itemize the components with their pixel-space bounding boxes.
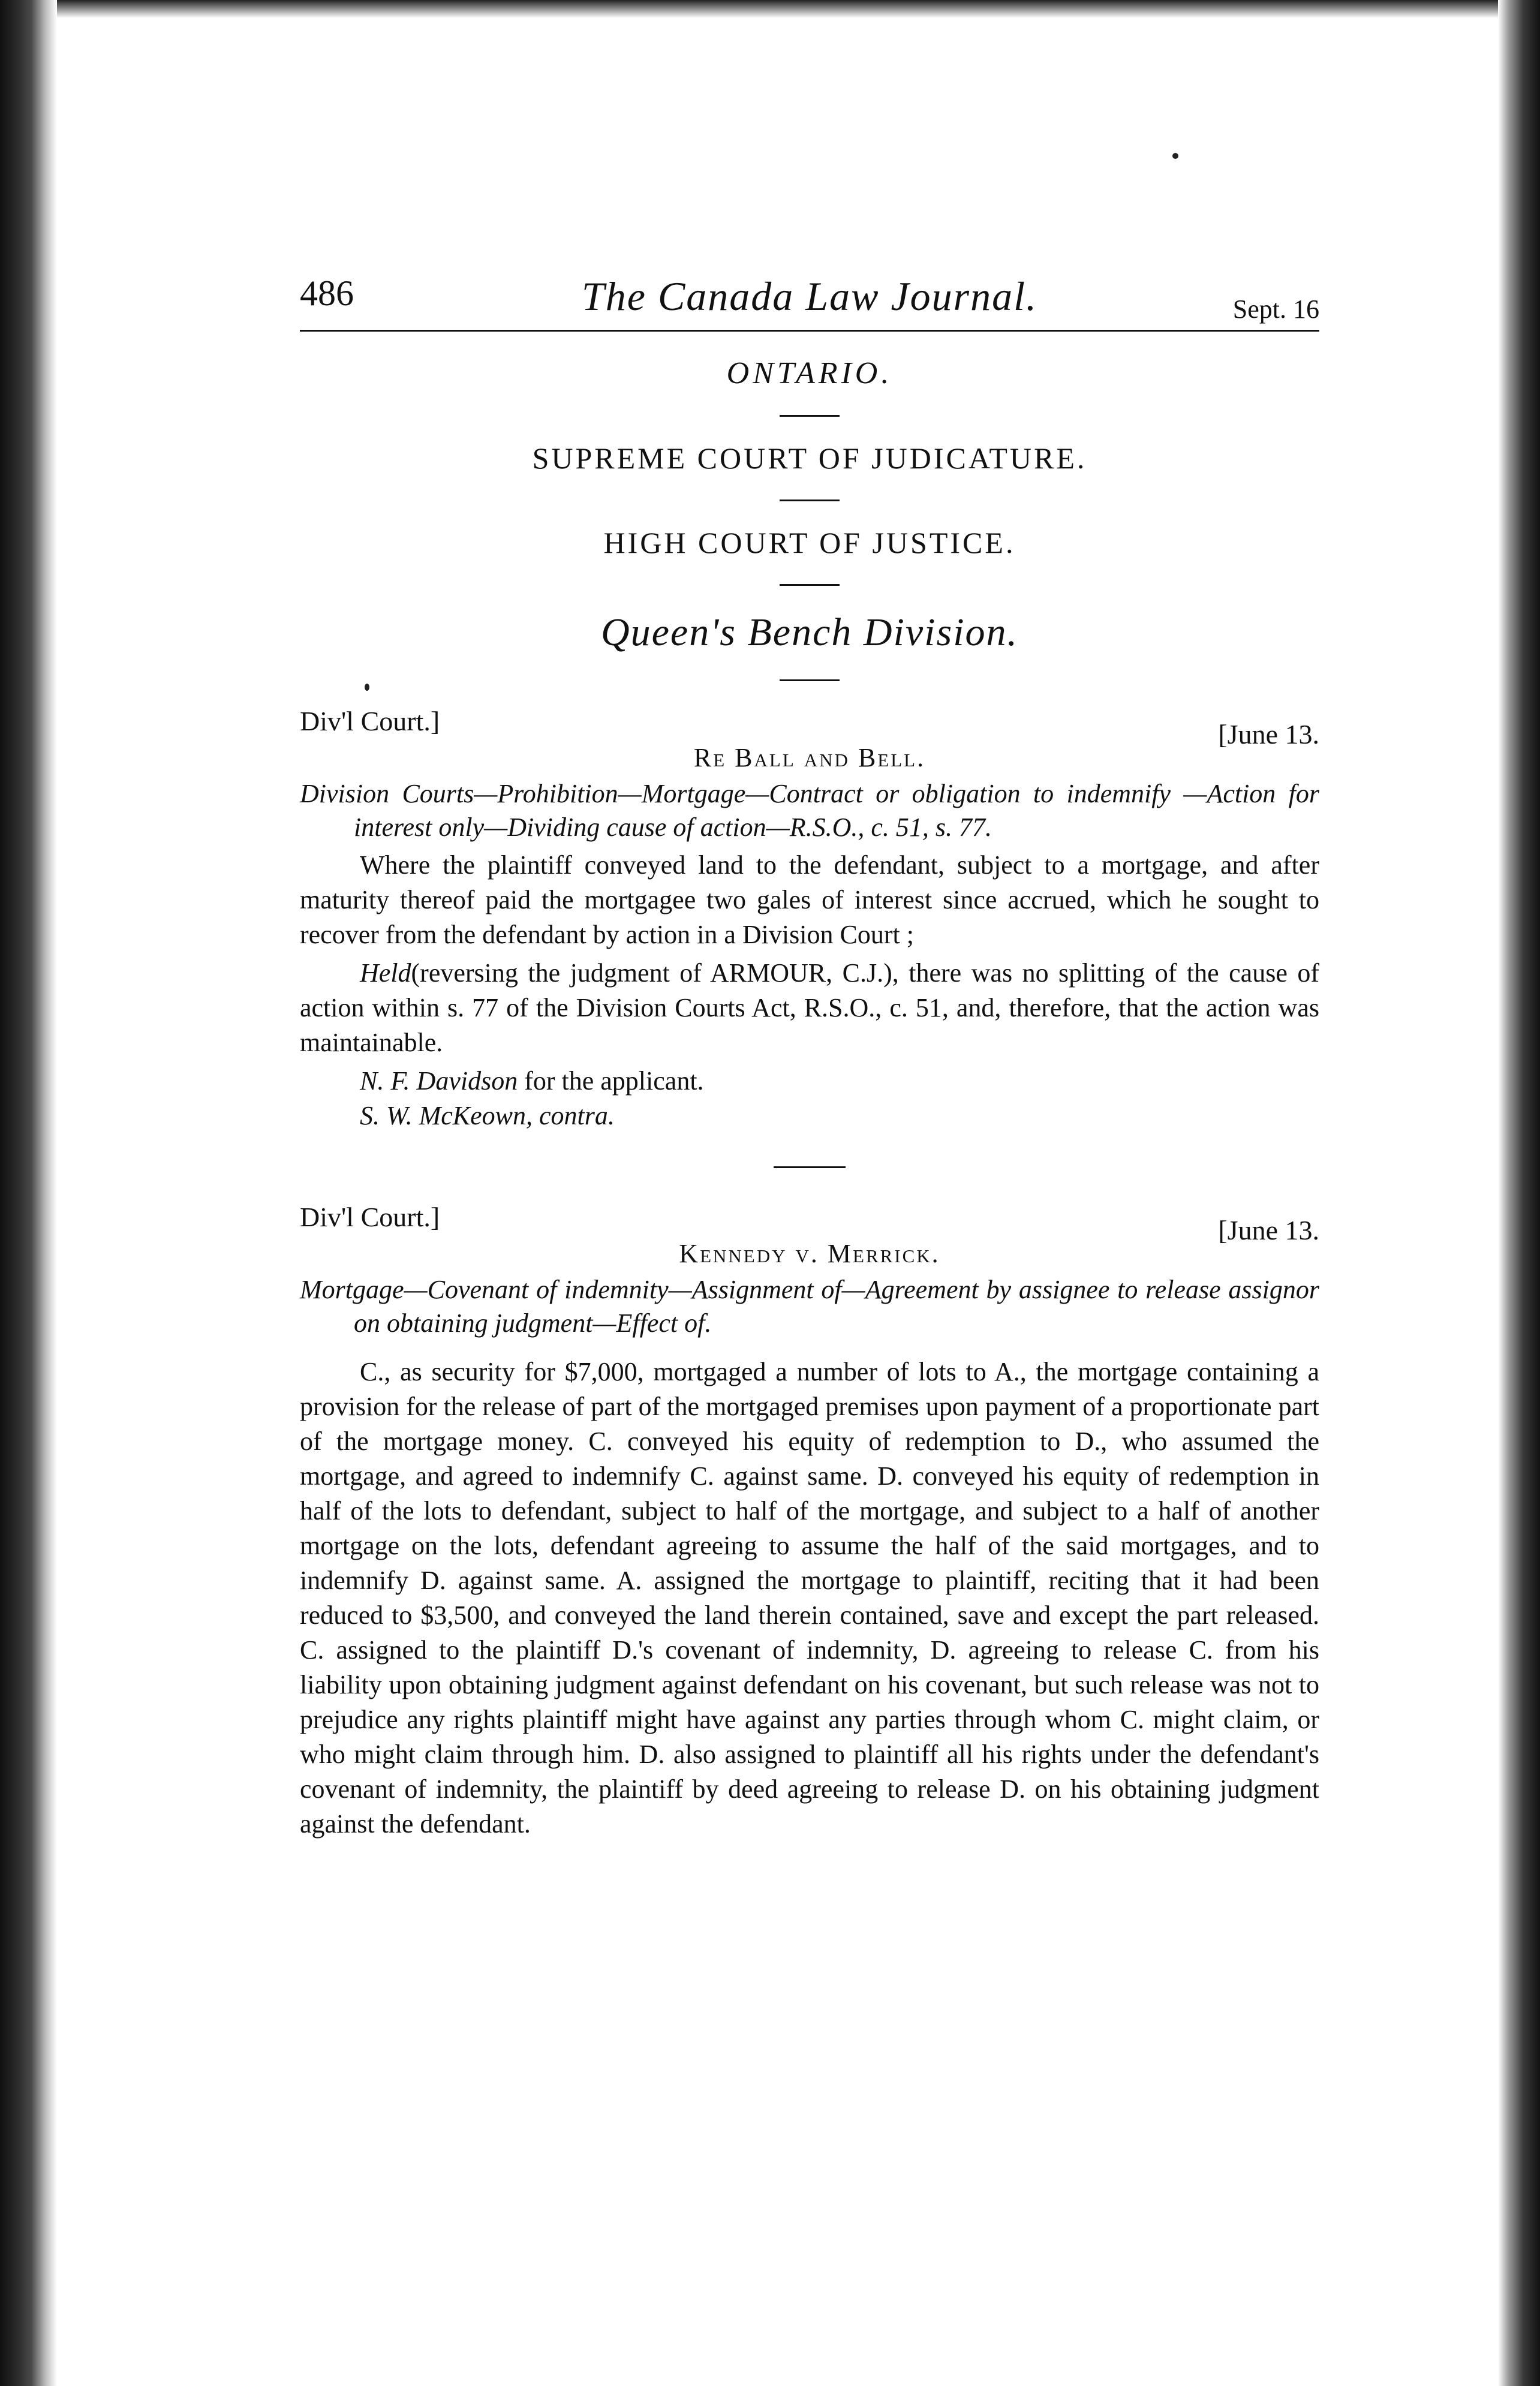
case-title: Kennedy v. Merrick. — [679, 1239, 940, 1268]
divider — [780, 679, 840, 681]
scan-speck — [1172, 153, 1178, 159]
divider — [780, 584, 840, 586]
counsel-line — [300, 1064, 1319, 1099]
case-separator — [774, 1166, 846, 1168]
case-paragraph: C., as security for $7,000, mortgaged a number of lots to A., the mortgage containing a provision for the release of part of the mortgaged premises upon payment of a proportionate part of the mortgage money. C. conveyed his equity of redemption to D., who assumed the mortgage, and agreed to indemnify C. against same. D. conveyed his equity of redemption in half of the lots to defendant, subject to half of the mortgage, and subject to a half of another mortgage on the lots, defendant agreeing to assume the half of the said mortgages, and to indemnify D. against same. A. assigned the mortgage to plaintiff, reciting that it had been reduced to $3,500, and conveyed the land therein contained, save and except the part released. C. assigned to the plaintiff D.'s covenant of indemnity, D. agreeing to release C. from his liability upon obtaining judgment against defendant on his covenant, but such release was not to prejudice any rights plaintiff might have against any parties through whom C. might claim, or who might claim through him. D. also assigned to plaintiff all his rights under the defendant's covenant of indemnity, the plaintiff by deed agreeing to release D. on his obtaining judgment against the defendant. — [300, 1357, 1319, 1839]
scan-right-edge — [1498, 0, 1540, 2386]
case-re-ball-and-bell — [300, 705, 1319, 1133]
case-date: [June 13. — [1218, 719, 1319, 750]
case-headnote: Mortgage—Covenant of indemnity—Assignment of—Agreement by assignee to release assignor on obtaining judgment—Effect of. — [300, 1275, 1319, 1338]
divider — [780, 415, 840, 417]
counsel-line — [300, 1099, 1319, 1133]
court-heading: SUPREME COURT OF JUDICATURE. — [532, 441, 1087, 475]
running-head — [300, 273, 1319, 332]
case-header — [300, 1201, 1319, 1267]
case-kennedy-v-merrick — [300, 1201, 1319, 1842]
scan-binding-edge — [0, 0, 57, 2386]
page-number: 486 — [300, 273, 354, 313]
case-holding — [300, 956, 1319, 1060]
issue-date: Sept. 16 — [1232, 294, 1319, 324]
case-paragraph: Where the plaintiff conveyed land to the defendant, subject to a mortgage, and after maturity thereof paid the mortgagee two gales of interest since accrued, which he sought to recover from the defendant by action in a Division Court ; — [300, 850, 1319, 949]
counsel-role: for the applicant. — [518, 1066, 704, 1096]
case-court: Div'l Court.] — [300, 706, 440, 736]
divider — [780, 500, 840, 501]
division-heading: Queen's Bench Division. — [600, 610, 1019, 654]
case-date: [June 13. — [1218, 1215, 1319, 1245]
scan-top-edge — [0, 0, 1540, 18]
held-label: Held — [360, 958, 411, 988]
counsel-name: N. F. Davidson — [360, 1066, 518, 1096]
holding-text: (reversing the judgment of ARMOUR, C.J.), there was no splitting of the cause of action within s. 77 of the Division Courts Act, R.S.O., c. 51, and, therefore, that the action was maintainable. — [300, 958, 1319, 1057]
counsel-role: contra. — [533, 1101, 615, 1130]
case-header — [300, 705, 1319, 771]
province-heading: ONTARIO. — [726, 356, 893, 390]
counsel-name: S. W. McKeown, — [360, 1101, 533, 1130]
case-headnote: Division Courts—Prohibition—Mortgage—Contract or obligation to indemnify —Action for interest only—Dividing cause of action—R.S.O., c. 51, s. 77. — [300, 779, 1319, 842]
case-court: Div'l Court.] — [300, 1202, 440, 1232]
high-court-heading: HIGH COURT OF JUSTICE. — [603, 526, 1016, 559]
journal-title: The Canada Law Journal. — [581, 273, 1038, 319]
document-page — [300, 273, 1319, 1845]
case-title: Re Ball and Bell. — [693, 743, 926, 772]
